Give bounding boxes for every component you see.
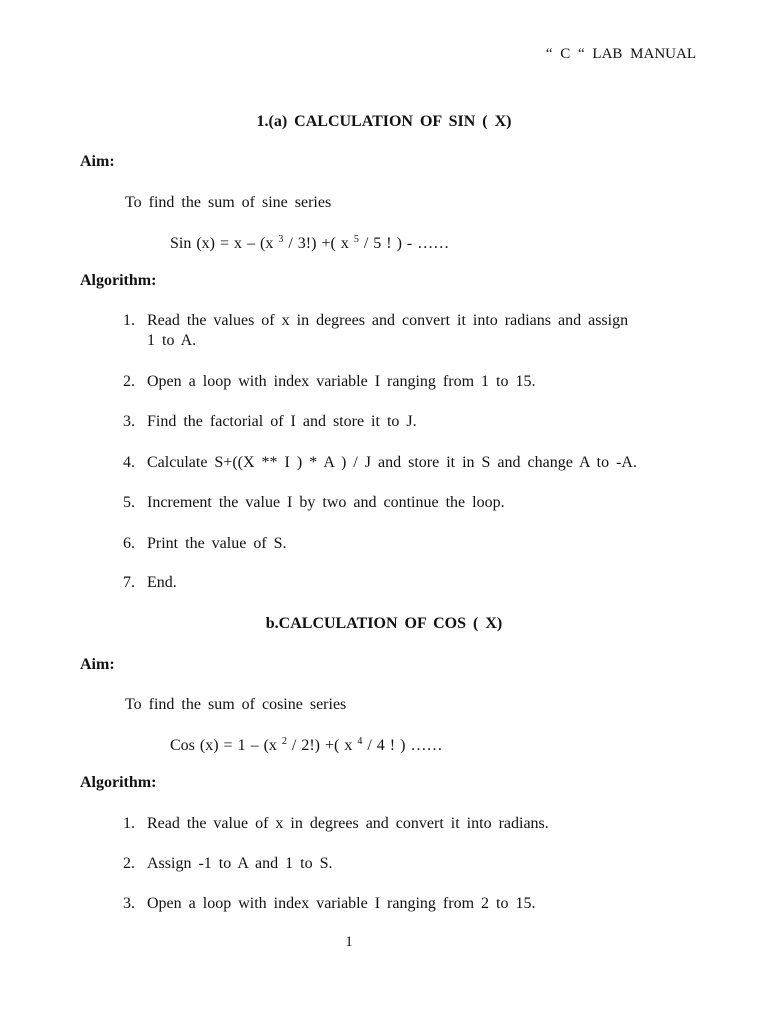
- list-item: 1. Read the values of x in degrees and convert it into radians and assign 1 to A.: [123, 312, 629, 349]
- list-item: 1. Read the value of x in degrees and convert it into radians.: [123, 815, 549, 832]
- aim-text: To find the sum of cosine series: [125, 696, 347, 713]
- cosine-series-formula: Cos (x) = 1 – (x $^2$ / 2!) +( x $^4$ / 4 ! ) ……: [170, 736, 443, 754]
- section-title-sin: 1.(a) CALCULATION OF SIN ( X): [256, 113, 512, 130]
- list-item: 2. Open a loop with index variable I ranging from 1 to 15.: [123, 373, 536, 390]
- aim-text: To find the sum of sine series: [125, 194, 332, 211]
- sine-series-formula: Sin (x) = x – (x $^3$ / 3!) +( x $^5$ / 5 ! ) - ……: [170, 234, 450, 252]
- list-item: 3. Open a loop with index variable I ranging from 2 to 15.: [123, 895, 536, 912]
- aim-label: Aim:: [80, 153, 115, 170]
- running-header: “ C “ LAB MANUAL: [545, 46, 696, 62]
- algorithm-label: Algorithm:: [80, 272, 157, 289]
- list-item: 3. Find the factorial of I and store it to J.: [123, 413, 417, 430]
- section-title-cos: b.CALCULATION OF COS ( X): [265, 615, 503, 632]
- algorithm-label: Algorithm:: [80, 774, 157, 791]
- list-item: 6. Print the value of S.: [123, 535, 287, 552]
- aim-label: Aim:: [80, 656, 115, 673]
- list-item: 7. End.: [123, 574, 177, 591]
- list-item: 2. Assign -1 to A and 1 to S.: [123, 855, 333, 872]
- list-item: 5. Increment the value I by two and continue the loop.: [123, 494, 505, 511]
- list-item: 4. Calculate S+((X ** I ) * A ) / J and store it in S and change A to -A.: [123, 454, 637, 471]
- page-number: 1: [345, 934, 353, 950]
